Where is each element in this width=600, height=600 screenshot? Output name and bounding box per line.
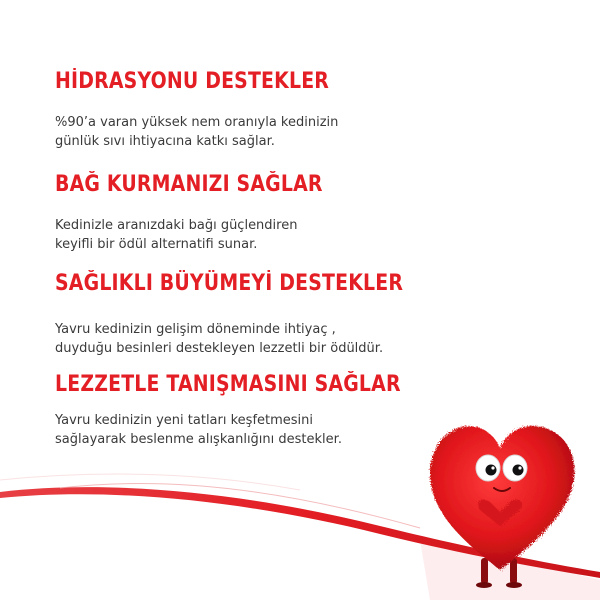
- benefit-line: duyduğu besinleri destekleyen lezzetli bir ödüldür.: [55, 341, 384, 356]
- benefit-title: BAĞ KURMANIZI SAĞLAR: [55, 172, 323, 197]
- benefit-description: [55, 216, 525, 254]
- benefit-line: keyifli bir ödül alternatifi sunar.: [55, 237, 258, 252]
- benefit-growth: [55, 270, 525, 358]
- benefit-description: [55, 113, 525, 151]
- benefit-title: SAĞLIKLI BÜYÜMEYİ DESTEKLER: [55, 271, 404, 296]
- benefit-line: günlük sıvı ihtiyacına katkı sağlar.: [55, 134, 275, 149]
- fluffy-red-heart-mascot-icon: [418, 398, 588, 598]
- benefit-line: Yavru kedinizin gelişim döneminde ihtiyaç ,: [55, 322, 336, 337]
- benefit-line: sağlayarak beslenme alışkanlığını destekler.: [55, 432, 342, 447]
- benefit-title: LEZZETLE TANIŞMASINI SAĞLAR: [55, 372, 401, 397]
- benefit-hydration: [55, 68, 525, 151]
- benefit-line: Yavru kedinizin yeni tatları keşfetmesini: [55, 413, 314, 428]
- benefit-title: HİDRASYONU DESTEKLER: [55, 69, 330, 94]
- benefit-line: %90’a varan yüksek nem oranıyla kedinizin: [55, 115, 339, 130]
- benefit-bonding: [55, 171, 525, 254]
- benefit-line: Kedinizle aranızdaki bağı güçlendiren: [55, 218, 298, 233]
- benefit-description: [55, 320, 525, 358]
